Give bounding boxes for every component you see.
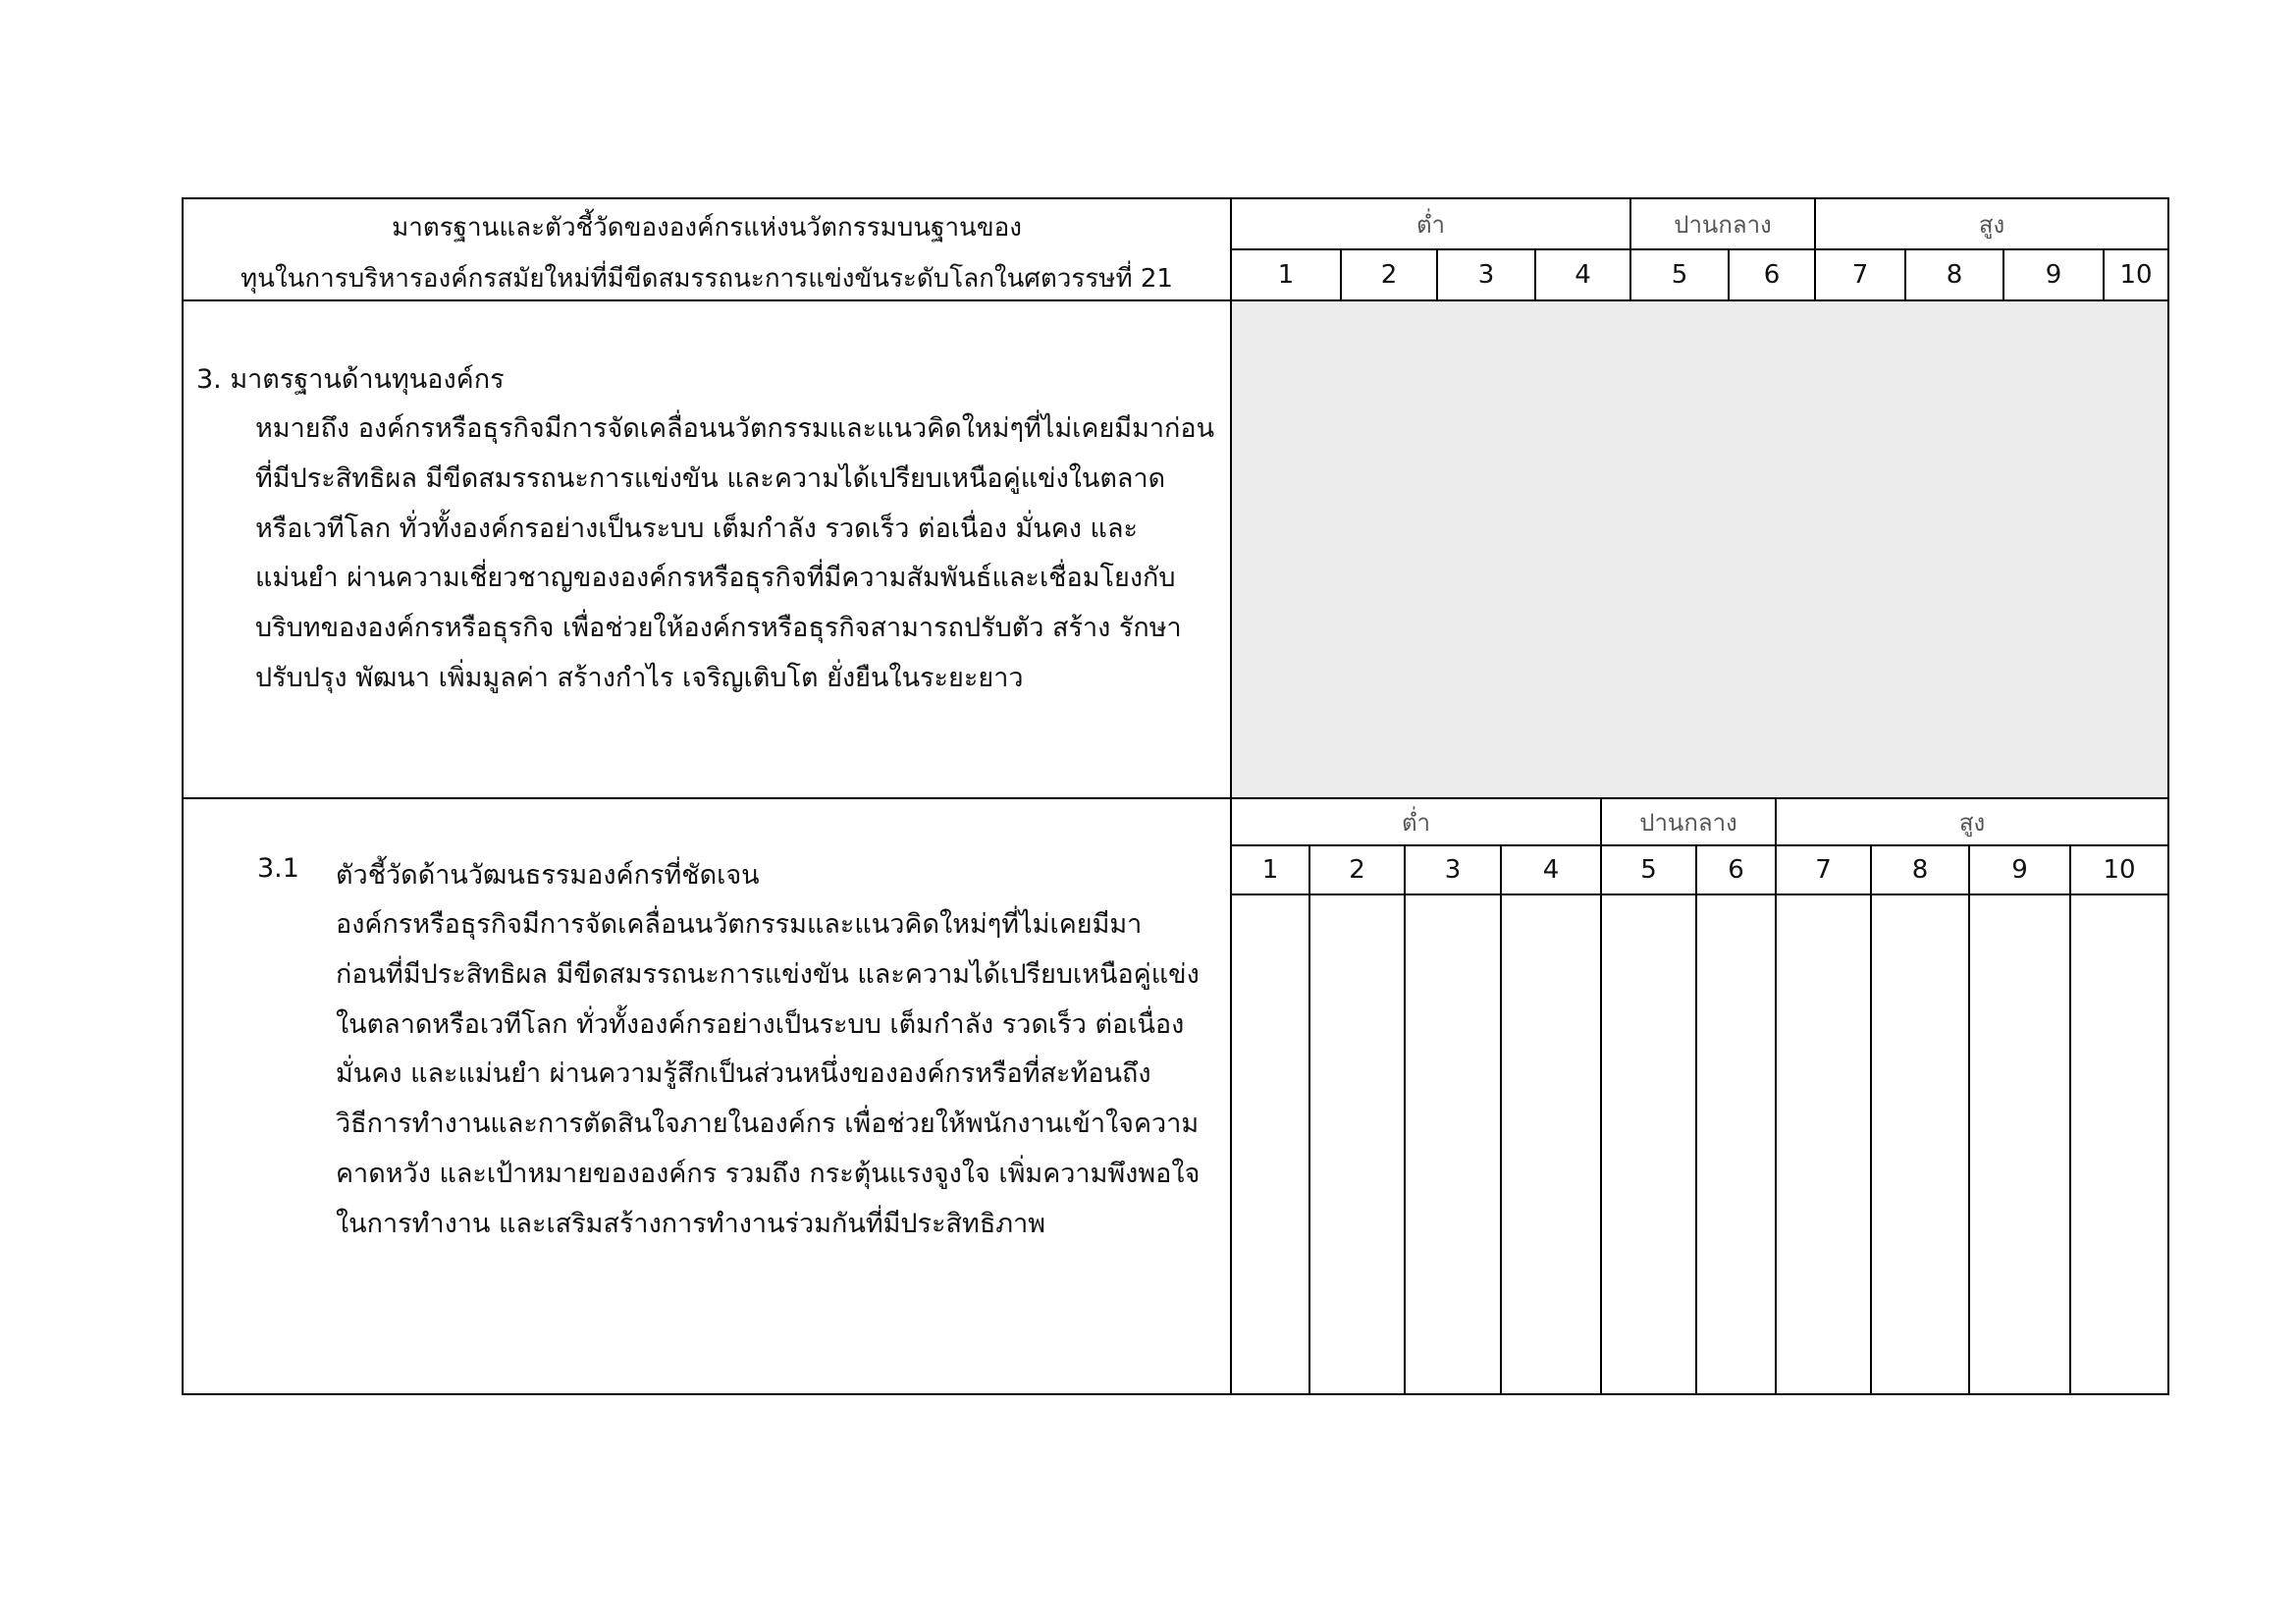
scale-number: 5 <box>1671 260 1688 290</box>
rating-column-divider <box>1600 845 1602 1394</box>
indicator-scale-number: 4 <box>1542 855 1560 885</box>
section3-text-line: หมายถึง องค์กรหรือธุรกิจมีการจัดเคลื่อนนวัตกรรมและแนวคิดใหม่ๆที่ไม่เคยมีมาก่อน <box>255 413 1215 444</box>
indicator-scale-number: 2 <box>1349 855 1365 885</box>
scale-number: 4 <box>1575 260 1591 290</box>
scale-group-medium: ปานกลาง <box>1674 210 1772 239</box>
indicator-text-line: องค์กรหรือธุรกิจมีการจัดเคลื่อนนวัตกรรมและแนวคิดใหม่ๆที่ไม่เคยมีมา <box>336 909 1143 940</box>
scale-number: 2 <box>1380 260 1398 290</box>
rating-column-divider <box>1870 845 1872 1394</box>
indicator-number-divider <box>1230 893 2168 895</box>
indicator-scale-number: 9 <box>2011 855 2028 885</box>
indicator-scale-number: 7 <box>1815 855 1832 885</box>
indicator-scale-number: 10 <box>2103 855 2136 885</box>
rating-column-divider <box>2069 845 2071 1394</box>
section3-text-line: หรือเวทีโลก ทั่วทั้งองค์กรอย่างเป็นระบบ เต็มกำลัง รวดเร็ว ต่อเนื่อง มั่นคง และ <box>255 514 1139 544</box>
indicator-scale-number: 3 <box>1444 855 1462 885</box>
section3-text-line: ที่มีประสิทธิผล มีขีดสมรรถนะการแข่งขัน และความได้เปรียบเหนือคู่แข่งในตลาด <box>255 463 1166 494</box>
scale-number: 3 <box>1477 260 1495 290</box>
indicator-text-line: ในตลาดหรือเวทีโลก ทั่วทั้งองค์กรอย่างเป็นระบบ เต็มกำลัง รวดเร็ว ต่อเนื่อง <box>336 1009 1185 1040</box>
section3-shaded-area <box>1232 301 2167 797</box>
scale-number: 6 <box>1763 260 1781 290</box>
rating-column-divider <box>1775 845 1777 1394</box>
scale-number: 1 <box>1277 260 1295 290</box>
indicator-number: 3.1 <box>257 853 299 884</box>
indicator-scale-number: 8 <box>1911 855 1929 885</box>
rating-column-divider <box>1695 845 1697 1394</box>
rating-column-divider <box>1308 845 1310 1394</box>
rating-column-divider <box>1968 845 1970 1394</box>
indicator-title: ตัวชี้วัดด้านวัฒนธรรมองค์กรที่ชัดเจน <box>336 860 760 891</box>
section3-text-line: แม่นยำ ผ่านความเชี่ยวชาญขององค์กรหรือธุรกิจที่มีความสัมพันธ์และเชื่อมโยงกับ <box>255 563 1176 593</box>
scale-number: 10 <box>2119 260 2153 290</box>
section3-text-line: ปรับปรุง พัฒนา เพิ่มมูลค่า สร้างกำไร เจริญเติบโต ยั่งยืนในระยะยาว <box>255 663 1024 693</box>
indicator-scale-number: 1 <box>1261 855 1279 885</box>
section3-text-line: บริบทขององค์กรหรือธุรกิจ เพื่อช่วยให้องค์กรหรือธุรกิจสามารถปรับตัว สร้าง รักษา <box>255 613 1182 643</box>
rating-column-divider <box>1404 845 1406 1394</box>
indicator-text-line: มั่นคง และแม่นยำ ผ่านความรู้สึกเป็นส่วนหนึ่งขององค์กรหรือที่สะท้อนถึง <box>336 1058 1151 1089</box>
indicator-scale-group-high: สูง <box>1958 808 1986 837</box>
scale-group-high: สูง <box>1978 210 2005 239</box>
scale-group-low: ต่ำ <box>1415 210 1446 239</box>
indicator-scale-group-medium: ปานกลาง <box>1639 808 1737 837</box>
scale-number: 8 <box>1946 260 1963 290</box>
section3-heading: 3. มาตรฐานด้านทุนองค์กร <box>196 364 505 395</box>
indicator-text-line: ในการทำงาน และเสริมสร้างการทำงานร่วมกันที่มีประสิทธิภาพ <box>336 1209 1046 1239</box>
indicator-text-line: วิธีการทำงานและการตัดสินใจภายในองค์กร เพื่อช่วยให้พนักงานเข้าใจความ <box>336 1109 1200 1139</box>
header-title-line1: มาตรฐานและตัวชี้วัดขององค์กรแห่งนวัตกรรมบนฐานของ <box>392 213 1022 243</box>
indicator-scale-group-low: ต่ำ <box>1401 808 1431 837</box>
indicator-text-line: คาดหวัง และเป้าหมายขององค์กร รวมถึง กระตุ้นแรงจูงใจ เพิ่มความพึงพอใจ <box>336 1159 1201 1189</box>
header-title-line2: ทุนในการบริหารองค์กรสมัยใหม่ที่มีขีดสมรรถนะการแข่งขันระดับโลกในศตวรรษที่ 21 <box>240 264 1173 294</box>
scale-number: 7 <box>1851 260 1869 290</box>
indicator-scale-number: 5 <box>1640 855 1657 885</box>
rating-column-divider <box>1500 845 1502 1394</box>
indicator-text-line: ก่อนที่มีประสิทธิผล มีขีดสมรรถนะการแข่งขัน และความได้เปรียบเหนือคู่แข่ง <box>336 959 1200 990</box>
scale-number: 9 <box>2045 260 2062 290</box>
indicator-scale-number: 6 <box>1728 855 1744 885</box>
